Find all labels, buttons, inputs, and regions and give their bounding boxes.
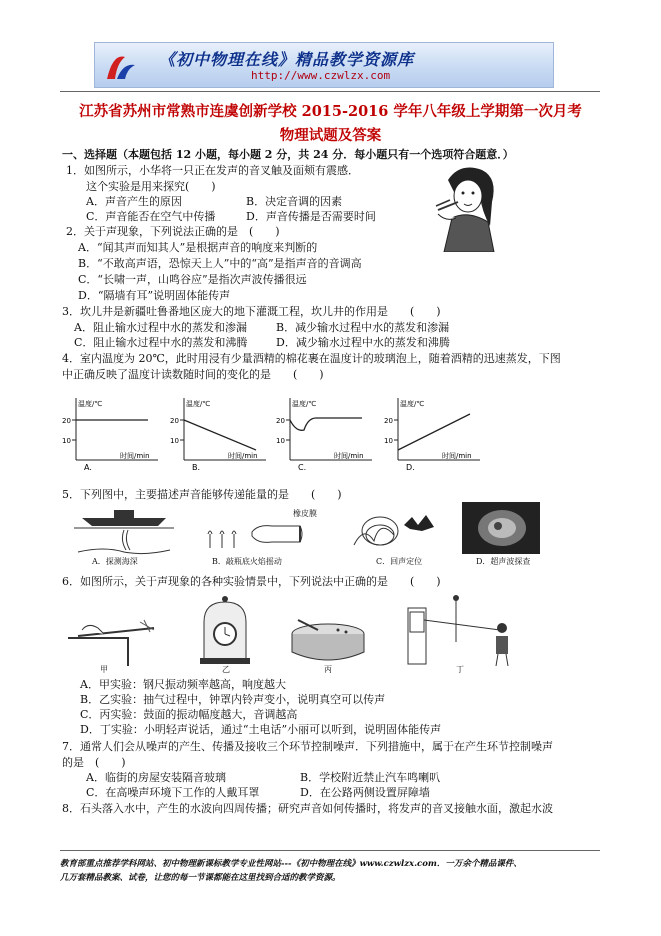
graph-xlabel: 时间/min (120, 452, 150, 460)
q4-graph-a (62, 392, 162, 472)
graph-option-label: A. (84, 463, 92, 472)
q5-caption-d: D．超声波探查 (476, 557, 531, 566)
q6-option-b: B．乙实验：抽气过程中，钟罩内铃声变小，说明真空可以传声 (80, 693, 386, 706)
membrane-label: 橡皮膜 (293, 509, 317, 518)
graph-option-label: D. (406, 463, 415, 472)
footer-line2: 几万套精品教案、试卷，让您的每一节课都能在这里找到合适的教学资源。 (60, 873, 341, 883)
q6-caption-yi: 乙 (222, 665, 230, 674)
graph-tick-20: 20 (384, 417, 393, 425)
graph-tick-20: 20 (62, 417, 71, 425)
page-subtitle: 物理试题及答案 (279, 127, 382, 144)
q5-caption-a: A．探测海深 (92, 557, 138, 566)
q3-option-a: A．阻止输水过程中水的蒸发和渗漏 (74, 321, 247, 334)
q5-stem: 5．下列图中，主要描述声音能够传递能量的是 ( ) (62, 488, 342, 501)
graph-tick-10: 10 (170, 437, 179, 445)
q1-option-d: D．声音传播是否需要时间 (246, 210, 376, 223)
graph-option-label: C. (298, 463, 307, 472)
q7-option-c: C．在高噪声环境下工作的人戴耳罩 (86, 786, 260, 799)
q6-caption-ding: 丁 (456, 665, 464, 674)
q1-stem2: 这个实验是用来探究( ) (86, 180, 216, 193)
page-title: 江苏省苏州市常熟市连虞创新学校 2015-2016 学年八年级上学期第一次月考 (79, 103, 582, 120)
q2-option-a: A．“闻其声而知其人”是根据声音的响度来判断的 (78, 241, 318, 254)
banner-url[interactable]: http://www.czwlzx.com (251, 69, 391, 82)
footer-line1: 教育部重点推荐学科网站、初中物理新课标教学专业性网站---《初中物理在线》www.czwlzx.com．一万余个精品课件、 (60, 859, 522, 869)
girl-tuning-fork-figure (430, 162, 508, 252)
graph-option-label: B. (192, 463, 201, 472)
bell-jar-figure (198, 596, 252, 666)
q8-stem: 8．石头落入水中，产生的水波向四周传播；研究声音如何传播时，将发声的音叉接触水面，激起水波 (62, 802, 553, 815)
q4-graph-c (276, 392, 376, 472)
graph-ylabel: 温度/℃ (78, 400, 103, 408)
q3-option-c: C．阻止输水过程中水的蒸发和沸腾 (74, 336, 248, 349)
site-logo (103, 49, 137, 83)
q2-stem: 2．关于声现象，下列说法正确的是 ( ) (66, 225, 280, 238)
q1-option-c: C．声音能否在空气中传播 (86, 210, 216, 223)
ultrasound-figure (462, 502, 540, 554)
tin-can-phone-figure (404, 594, 522, 666)
ship-sonar-figure (74, 504, 174, 556)
graph-xlabel: 时间/min (228, 452, 258, 460)
graph-tick-10: 10 (62, 437, 71, 445)
section-heading: 一、选择题（本题包括 12 小题，每小题 2 分，共 24 分．每小题只有一个选项符合题意．） (62, 148, 514, 161)
graph-tick-20: 20 (276, 417, 285, 425)
footer-divider (60, 850, 600, 851)
q1-option-a: A．声音产生的原因 (86, 195, 182, 208)
steel-ruler-figure (68, 608, 158, 666)
q6-caption-jia: 甲 (100, 665, 108, 674)
graph-ylabel: 温度/℃ (292, 400, 317, 408)
q2-option-b: B．“不敢高声语，恐惊天上人”中的“高”是指声音的音调高 (78, 257, 362, 270)
q3-option-d: D．减少输水过程中水的蒸发和沸腾 (276, 336, 450, 349)
graph-ylabel: 温度/℃ (186, 400, 211, 408)
graph-tick-10: 10 (384, 437, 393, 445)
q6-option-a: A．甲实验：钢尺振动频率越高，响度越大 (80, 678, 286, 691)
banner-title: 《初中物理在线》精品教学资源库 (159, 50, 415, 69)
q3-stem: 3．坎儿井是新疆吐鲁番地区庞大的地下灌溉工程，坎儿井的作用是 ( ) (62, 305, 441, 318)
header-divider (60, 91, 600, 92)
bat-echolocation-figure (350, 505, 440, 550)
q1-option-b: B．决定音调的因素 (246, 195, 343, 208)
q6-option-d: D．丁实验：小明轻声说话，通过“土电话”小丽可以听到，说明固体能传声 (80, 723, 442, 736)
graph-tick-10: 10 (276, 437, 285, 445)
q7-stem2: 的是 ( ) (62, 756, 126, 769)
q4-stem: 4．室内温度为 20℃，此时用浸有少量酒精的棉花裹在温度计的玻璃泡上，随着酒精的迅速蒸发，下图 (62, 352, 561, 365)
drum-figure (288, 616, 368, 664)
q2-option-c: C．“长啸一声，山鸣谷应”是指次声波传播很远 (78, 273, 307, 286)
q6-stem: 6．如图所示，关于声现象的各种实验情景中，下列说法中正确的是 ( ) (62, 575, 441, 588)
graph-ylabel: 温度/℃ (400, 400, 425, 408)
q6-caption-bing: 丙 (324, 665, 332, 674)
q5-caption-c: C．回声定位 (376, 557, 423, 566)
graph-xlabel: 时间/min (442, 452, 472, 460)
q7-stem: 7．通常人们会从噪声的产生、传播及接收三个环节控制噪声．下列措施中，属于在产生环节控制噪声 (62, 740, 553, 753)
q6-option-c: C．丙实验：鼓面的振动幅度越大，音调越高 (80, 708, 298, 721)
q4-graph-d (384, 392, 484, 472)
q7-option-d: D．在公路两侧设置屏障墙 (300, 786, 430, 799)
graph-tick-20: 20 (170, 417, 179, 425)
q1-stem: 1．如图所示，小华将一只正在发声的音叉触及面颊有震感． (66, 164, 359, 177)
graph-xlabel: 时间/min (334, 452, 364, 460)
q4-graph-b (170, 392, 270, 472)
q3-option-b: B．减少输水过程中水的蒸发和渗漏 (276, 321, 450, 334)
q7-option-a: A．临街的房屋安装隔音玻璃 (86, 771, 226, 784)
header-banner (94, 42, 554, 88)
q7-option-b: B．学校附近禁止汽车鸣喇叭 (300, 771, 441, 784)
q4-stem2: 中正确反映了温度计读数随时间的变化的是 ( ) (62, 368, 324, 381)
q2-option-d: D．“隔墙有耳”说明固体能传声 (78, 289, 231, 302)
q5-caption-b: B．敲瓶底火焰摇动 (212, 557, 282, 566)
